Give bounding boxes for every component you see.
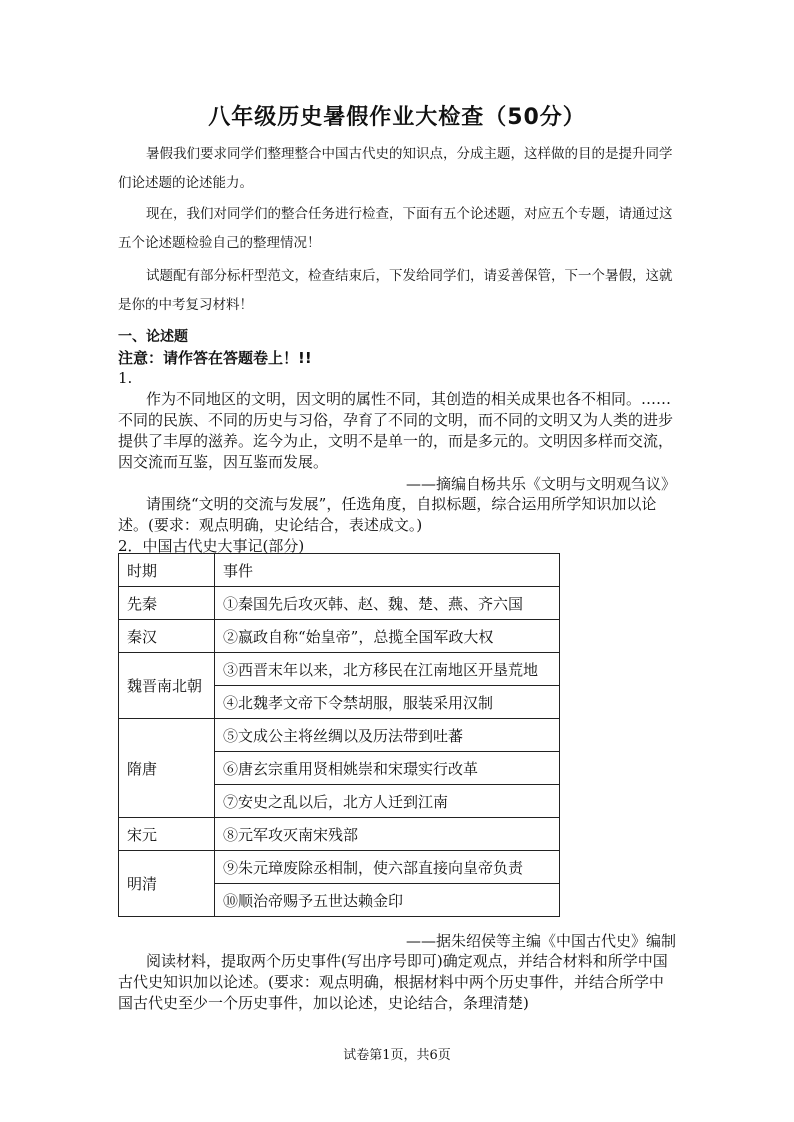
page-title: 八年级历史暑假作业大检查（50分） <box>208 105 586 130</box>
period-cell: 秦汉 <box>119 620 215 653</box>
intro-paragraph-1: 暑假我们要求同学们整理整合中国古代史的知识点，分成主题，这样做的目的是提升同学们论述题的论述能力。 <box>118 146 673 191</box>
table-row <box>119 818 560 851</box>
event-cell: ②嬴政自称“始皇帝”，总揽全国军政大权 <box>215 620 560 653</box>
period-cell: 隋唐 <box>119 719 215 818</box>
question-1-number: 1. <box>118 369 133 387</box>
question-2-source: ——据朱绍侯等主编《中国古代史》编制 <box>405 932 676 950</box>
notice-text: 注意：请作答在答题卷上！!! <box>118 349 312 367</box>
question-1-source: ——摘编自杨共乐《文明与文明观刍议》 <box>405 475 676 493</box>
page-footer: 试卷第1页，共6页 <box>343 1048 451 1063</box>
event-cell: ①秦国先后攻灭韩、赵、魏、楚、燕、齐六国 <box>215 587 560 620</box>
table-row <box>119 587 560 620</box>
period-cell: 宋元 <box>119 818 215 851</box>
event-cell: ③西晋末年以来，北方移民在江南地区开垦荒地 <box>215 653 560 686</box>
table-row <box>119 851 560 884</box>
event-cell: ④北魏孝文帝下令禁胡服，服装采用汉制 <box>215 686 560 719</box>
question-1-quote: 作为不同地区的文明，因文明的属性不同，其创造的相关成果也各不相同。……不同的民族、不同的历史与习俗，孕育了不同的文明，而不同的文明又为人类的进步提供了丰厚的滋养。迄今为止，文明不是单一的，而是多元的。文明因多样而交流，因交流而互鉴，因互鉴而发展。 <box>118 390 674 471</box>
period-cell: 先秦 <box>119 587 215 620</box>
question-2-caption: 2．中国古代史大事记(部分) <box>118 537 305 555</box>
event-cell: ⑨朱元璋废除丞相制，使六部直接向皇帝负责 <box>215 851 560 884</box>
event-cell: ⑤文成公主将丝绸以及历法带到吐蕃 <box>215 719 560 752</box>
event-cell: ⑦安史之乱以后，北方人迁到江南 <box>215 785 560 818</box>
table-row <box>119 620 560 653</box>
table-header-event: 事件 <box>215 554 560 587</box>
table-row <box>119 719 560 752</box>
table-header-period: 时期 <box>119 554 215 587</box>
table-header-row <box>119 554 560 587</box>
period-cell: 魏晋南北朝 <box>119 653 215 719</box>
intro-paragraph-2: 现在，我们对同学们的整合任务进行检查，下面有五个论述题，对应五个专题，请通过这五个论述题检验自己的整理情况！ <box>118 206 673 251</box>
event-cell: ⑥唐玄宗重用贤相姚崇和宋璟实行改革 <box>215 752 560 785</box>
event-cell: ⑧元军攻灭南宋残部 <box>215 818 560 851</box>
intro-paragraph-3: 试题配有部分标杆型范文，检查结束后，下发给同学们，请妥善保管，下一个暑假，这就是你的中考复习材料！ <box>118 268 673 313</box>
events-table <box>118 553 560 917</box>
event-cell: ⑩顺治帝赐予五世达赖金印 <box>215 884 560 917</box>
section-heading: 一、论述题 <box>118 329 188 345</box>
question-2-prompt: 阅读材料，提取两个历史事件(写出序号即可)确定观点，并结合材料和所学中国古代史知识加以论述。(要求：观点明确，根据材料中两个历史事件，并结合所学中国古代史至少一个历史事件，加以论述，史论结合，条理清楚) <box>118 952 668 1012</box>
table-row <box>119 653 560 686</box>
question-1-prompt: 请围绕“文明的交流与发展”，任选角度，自拟标题，综合运用所学知识加以论述。(要求：观点明确，史论结合，表述成文。) <box>118 495 657 534</box>
period-cell: 明清 <box>119 851 215 917</box>
